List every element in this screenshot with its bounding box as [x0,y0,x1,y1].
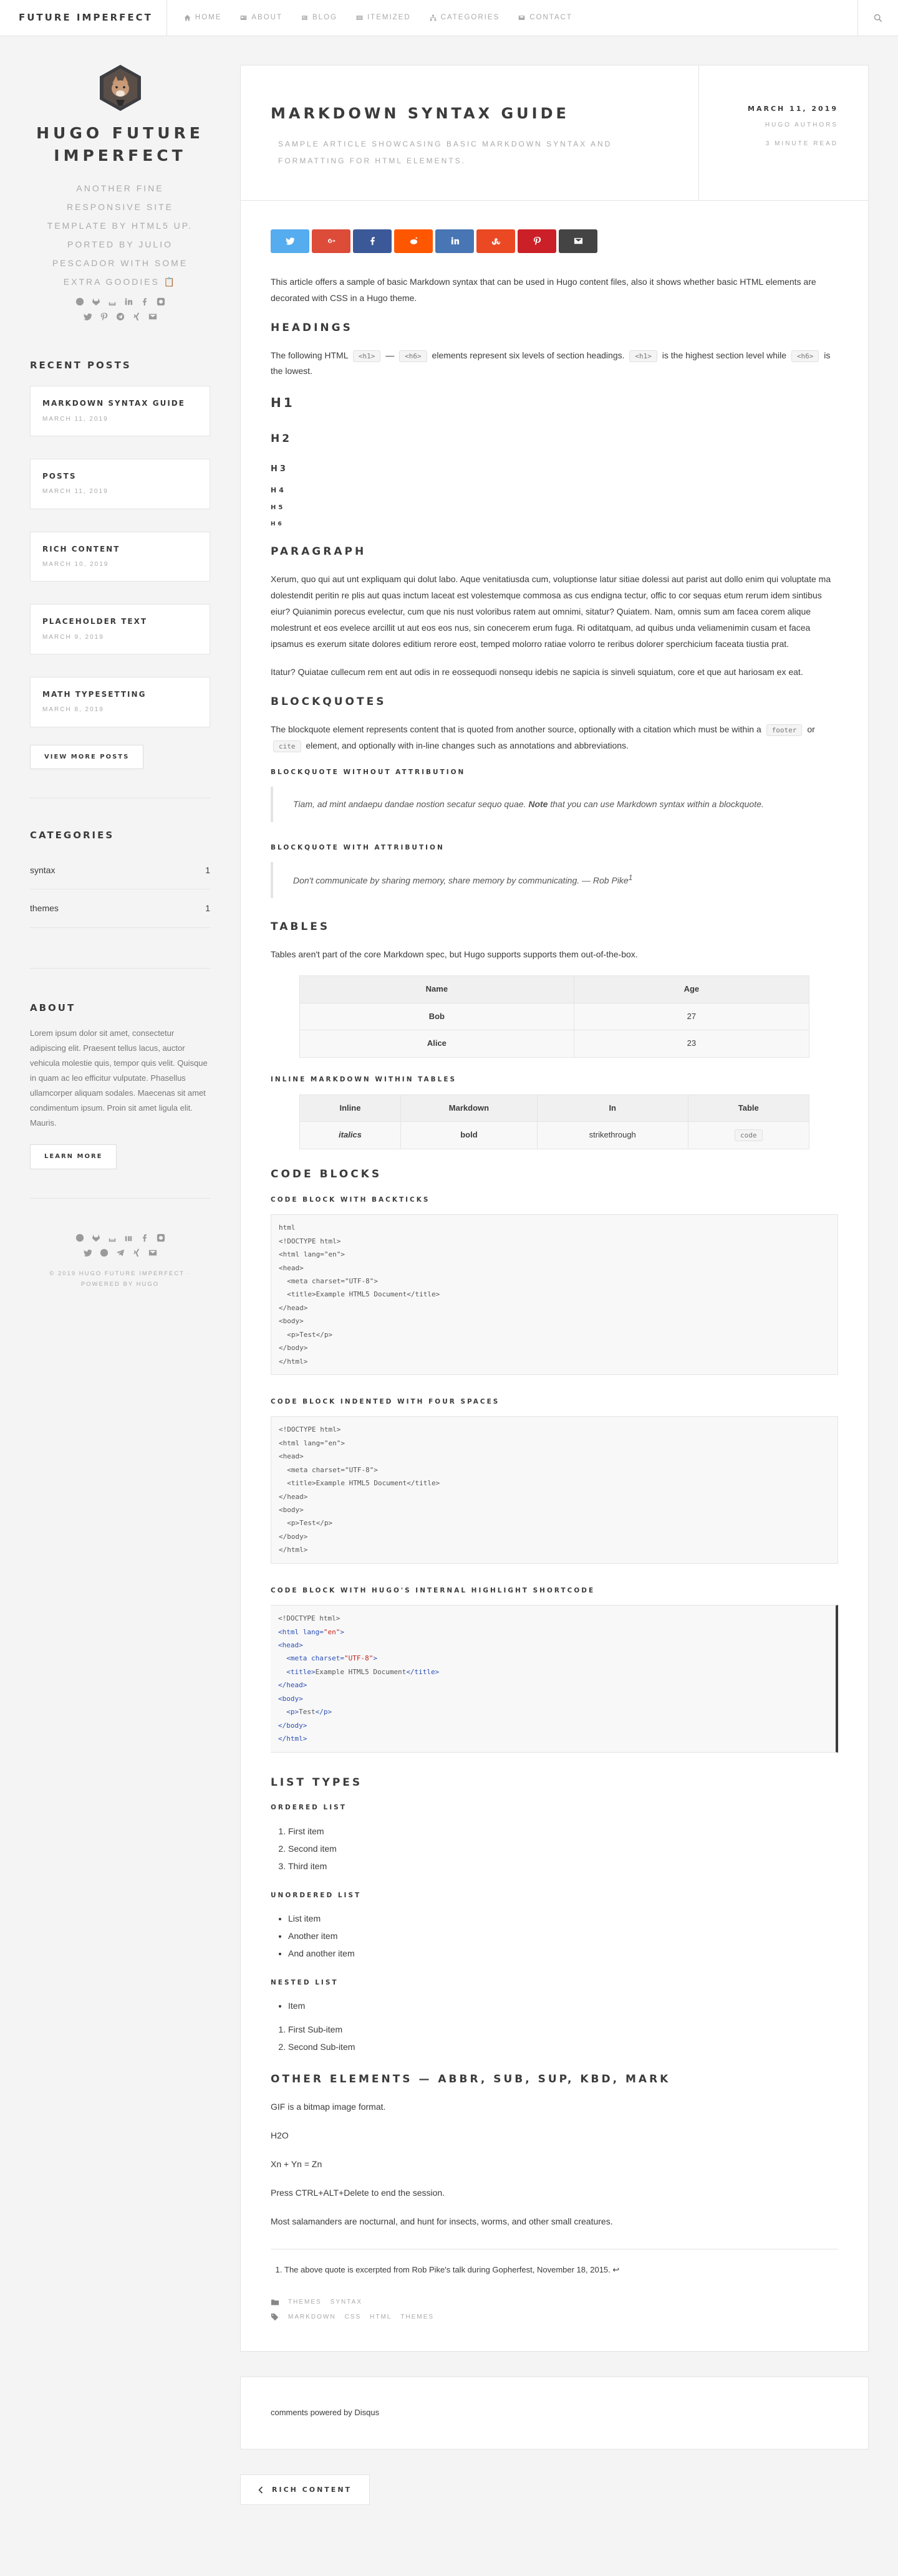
gitlab-icon[interactable] [92,297,100,306]
facebook-icon[interactable] [140,297,149,306]
post-tag-link[interactable]: THEMES [400,2313,435,2320]
xing-icon[interactable] [132,1248,141,1257]
table-cell: bold [460,1130,478,1140]
kbd-example: Press CTRL+ALT+Delete to end the session. [271,2187,445,2198]
table-cell: Alice [300,1030,574,1058]
view-more-posts-button[interactable]: VIEW MORE POSTS [30,745,143,770]
abbr-example: GIF is a bitmap image format. [271,2102,386,2112]
site-title: HUGO FUTURE IMPERFECT [36,124,204,165]
main-content [240,65,869,2505]
share-google-button[interactable] [312,229,350,253]
code-block-indented: <!DOCTYPE html> <html lang="en"> <head> <meta charset="UTF-8"> <title>Example HTML5 Document</title> </head> <body> <p>Test</p> </body> </html> [271,1416,838,1563]
nav-about[interactable] [231,11,292,24]
table-row [300,1003,809,1030]
copyright: © 2019 HUGO FUTURE IMPERFECT · POWERED BY HUGO [49,1270,191,1288]
pinterest-icon [533,236,542,246]
inline-code: <h6> [399,350,427,362]
table-cell: code [735,1129,763,1141]
ordered-list [288,1822,838,1875]
recent-posts-title: RECENT POSTS [30,360,132,371]
recent-post-title[interactable]: MARKDOWN SYNTAX GUIDE [42,399,185,408]
h1-demo: H1 [271,395,295,411]
inline-code: <h1> [629,350,657,362]
bq-text-2: element, and optionally with in-line changes such as annotations and abbreviations. [306,740,629,751]
list-item: 3. Third item [288,1857,838,1875]
bq-text: Tiam, ad mint andaepu dandae nostion secatur sequo quae. [293,799,526,810]
post-tags [271,2312,838,2323]
twitter-icon[interactable] [84,312,92,321]
about-text: Lorem ipsum dolor sit amet, consectetur adipiscing elit. Praesent tellus lacus, auctor vehicula molestie quis, tempor quis velit. Quisque in quam ac leo efficitur vulputate. Phasellus ullamcorper aliquam sodales. Maecenas sit amet condimentum ipsum. Proin sit amet ligula elit. Mauris. [30,1028,208,1128]
post-tag-link[interactable]: MARKDOWN [288,2313,336,2320]
bq-bold: Note [528,799,548,810]
inline-code: cite [273,740,301,752]
github-icon[interactable] [75,297,84,306]
inline-md-heading: INLINE MARKDOWN WITHIN TABLES [271,1076,457,1084]
share-buttons [271,229,838,253]
table-header: In [537,1094,688,1122]
ordered-list-heading: ORDERED LIST [271,1804,347,1812]
footnote-text: The above quote is excerpted from Rob Pike's talk during Gopherfest, November 18, 2015. [284,2264,611,2274]
nav-blog[interactable] [292,11,347,24]
blockquote-with-attribution [271,862,838,898]
search-button[interactable] [857,0,898,36]
disqus-link[interactable]: comments powered by Disqus [271,2408,380,2418]
list-item: • Another item [288,1927,838,1945]
share-twitter-button[interactable] [271,229,309,253]
headings-text-2: elements represent six levels of section headings. [432,350,625,360]
bq-text-or: or [807,724,815,735]
previous-post-label: RICH CONTENT [272,2486,352,2494]
footnotes [271,2249,838,2277]
footer-social-icons-top [30,1233,210,1242]
email-icon [574,236,583,246]
post-tag-link[interactable]: HTML [370,2313,392,2320]
site-description: ANOTHER FINE RESPONSIVE SITE TEMPLATE BY HTML5 UP. PORTED BY JULIO PESCADOR WITH SOME EXTRA GOODIES 📋 [47,183,193,287]
nav-contact-label: CONTACT [529,14,572,22]
category-item[interactable] [30,851,210,890]
facebook-icon[interactable] [140,1233,149,1242]
inline-code: <h1> [353,350,381,362]
telegram-icon[interactable] [116,1248,125,1257]
category-item[interactable] [30,889,210,928]
list-item: 2. Second item [288,1840,838,1857]
article-title[interactable]: MARKDOWN SYNTAX GUIDE [271,105,569,122]
avatar[interactable] [100,65,141,111]
article-subtitle: SAMPLE ARTICLE SHOWCASING BASIC MARKDOWN SYNTAX AND FORMATTING FOR HTML ELEMENTS. [278,140,612,165]
sub-example: H2O [271,2130,289,2141]
share-linkedin-button[interactable] [435,229,474,253]
paragraph-2: Itatur? Quiatae cullecum rem ent aut odis in re eossequodi nonsequ idebis ne sapicia is sinveli squiatum, core et que aut hariosam ex eat. [271,667,803,678]
list-item: • Item [288,1997,838,2014]
paragraph-1: Xerum, quo qui aut unt expliquam qui dolut labo. Aque venitatiusda cum, voluptionse latur sitiae dolessi aut parist aut dollo enim qui voluptate ma dolestendit peritin re plis aut quas inctum laceat est volestemque commosa as cus endigna tectur, offic to cor sequas etum rerum idem sintibus eiur? Quianimin porecus evelectur, cum que nis nust voloribus ratem aut omnimi, sitatur? Quiatem. Nam, omnis sum am facea corem alique molestrunt et eos evelece arcillit ut aut eos eos nus, sin conecerem erum fuga. Ri oditatquam, ad quibus unda veliamenimin cusam et facea ipsamus es exerum sitate dolores editium rerore eost, temped molorro ratiae volorro te reribus dolorer sperchicium faceata tiustia prat. [271,574,831,649]
list-item: • And another item [288,1945,838,1962]
nested-list [288,1997,838,2014]
code-hl-heading: CODE BLOCK WITH HUGO'S INTERNAL HIGHLIGHT SHORTCODE [271,1586,596,1594]
nested-sub-list [288,2021,838,2056]
code-indent-heading: CODE BLOCK INDENTED WITH FOUR SPACES [271,1398,500,1406]
h6-demo: H6 [271,520,284,527]
headings-heading: HEADINGS [271,321,353,334]
article-read-time: 3 MINUTE READ [765,140,838,147]
footnote-item [284,2263,838,2277]
post-category-link[interactable]: SYNTAX [330,2299,362,2306]
main-menu [167,11,582,24]
recent-post-card[interactable] [30,386,210,436]
nav-categories[interactable] [420,11,509,24]
instagram-icon[interactable] [157,297,165,306]
tables-paragraph: Tables aren't part of the core Markdown spec, but Hugo supports supports them out-of-the-box. [271,949,638,960]
chevron-left-icon [258,2486,263,2494]
blockquote-no-attribution [271,787,838,822]
table-cell: strikethrough [589,1130,636,1140]
intro-paragraph: This article offers a sample of basic Markdown syntax that can be used in Hugo content files, also it shows whether basic HTML elements are decorated with CSS in a Hugo theme. [271,276,816,303]
social-icons-top [30,297,210,306]
id-card-icon [240,14,247,21]
table-header: Table [688,1094,809,1122]
post-tag-link[interactable]: CSS [344,2313,362,2320]
pinterest-icon[interactable] [100,312,109,321]
table-header: Age [574,975,809,1003]
table-header: Markdown [400,1094,537,1122]
category-count: 1 [205,903,210,913]
code-blocks-heading: CODE BLOCKS [271,1168,382,1181]
gitlab-icon[interactable] [92,1233,100,1242]
share-reddit-button[interactable] [394,229,433,253]
comments-section [240,2377,869,2449]
newspaper-icon [301,14,308,21]
h4-demo: H4 [271,486,286,494]
list-item: 1. First item [288,1822,838,1840]
share-facebook-button[interactable] [353,229,392,253]
recent-post-card[interactable] [30,459,210,509]
h3-demo: H3 [271,464,288,474]
article-author[interactable]: HUGO AUTHORS [765,122,838,129]
recent-post-card[interactable] [30,677,210,727]
footnote-backref[interactable]: ↩ [612,2264,620,2274]
article-header [241,65,868,201]
instagram-icon[interactable] [157,1233,165,1242]
site-brand[interactable]: FUTURE IMPERFECT [0,0,167,36]
article [240,65,869,2352]
email-icon[interactable] [148,1248,157,1257]
table-row [300,1122,809,1149]
bq-text: Don't communicate by sharing memory, share memory by communicating. — Rob Pike [293,875,629,886]
list-item: • List item [288,1910,838,1927]
categories-title: CATEGORIES [30,830,115,841]
nav-blog-label: BLOG [312,14,337,22]
home-icon [184,14,191,21]
linkedin-icon[interactable] [124,1233,133,1242]
recent-post-title[interactable]: MATH TYPESETTING [42,690,147,699]
recent-post-date: MARCH 10, 2019 [42,560,109,568]
blockquotes-paragraph [271,722,838,754]
recent-post-date: MARCH 11, 2019 [42,415,109,423]
table-cell: 23 [574,1030,809,1058]
bq-attr-heading: BLOCKQUOTE WITH ATTRIBUTION [271,843,445,851]
recent-post-date: MARCH 9, 2019 [42,633,104,641]
site-intro [30,65,210,321]
table-row [300,1030,809,1058]
learn-more-button[interactable]: LEARN MORE [30,1144,117,1169]
mark-example: Most salamanders are nocturnal, and hunt for insects, worms, and other small creatures. [271,2216,613,2226]
paragraph-heading: PARAGRAPH [271,545,367,558]
table-cell: 27 [574,1003,809,1030]
h5-demo: H5 [271,504,286,512]
sup-example: Xn + Yn = Zn [271,2158,322,2169]
tables-heading: TABLES [271,921,331,934]
recent-post-date: MARCH 11, 2019 [42,488,109,496]
table-header: Inline [300,1094,401,1122]
recent-post-title[interactable]: RICH CONTENT [42,544,120,553]
code-bt-heading: CODE BLOCK WITH BACKTICKS [271,1195,430,1204]
nav-itemized[interactable] [347,11,420,24]
recent-post-card[interactable] [30,604,210,654]
previous-post-button[interactable] [240,2474,370,2505]
list-icon [356,14,363,21]
other-elements-heading: OTHER ELEMENTS — ABBR, SUB, SUP, KBD, MARK [271,2073,671,2086]
sidebar [30,65,210,1290]
footnote-list [284,2263,838,2277]
unordered-list-heading: UNORDERED LIST [271,1891,362,1899]
footnote-ref[interactable]: 1 [628,874,633,883]
blockquotes-heading: BLOCKQUOTES [271,696,387,709]
google-plus-icon [327,236,336,246]
inline-code: <h6> [791,350,819,362]
email-icon[interactable] [148,312,157,321]
stackoverflow-icon[interactable] [108,1233,117,1242]
top-navigation [0,0,898,36]
facebook-icon [368,236,377,246]
article-date: MARCH 11, 2019 [748,105,838,113]
inline-markdown-table [299,1094,809,1150]
nested-list-heading: NESTED LIST [271,1979,339,1987]
table-cell: italics [339,1130,362,1140]
bq-no-attr-heading: BLOCKQUOTE WITHOUT ATTRIBUTION [271,768,466,776]
search-icon [874,14,882,22]
code-block-highlighted: <!DOCTYPE html> <html lang="en"> <head> <meta charset="UTF-8"> <title>Example HTML5 Document</title> </head> <body> <p>Test</p> </body> </html> [271,1605,838,1752]
github-icon[interactable] [75,1233,84,1242]
category-name[interactable]: syntax [30,864,56,875]
telegram-icon[interactable] [116,312,125,321]
social-icons-bottom [30,312,210,321]
linkedin-icon [450,236,460,246]
nav-contact[interactable] [509,11,582,24]
recent-post-date: MARCH 8, 2019 [42,706,104,714]
recent-post-title[interactable]: POSTS [42,472,77,481]
h2-demo: H2 [271,433,292,446]
table-cell: Bob [300,1003,574,1030]
headings-dash: — [385,350,395,360]
recent-posts-section [30,357,210,769]
recent-post-title[interactable]: PLACEHOLDER TEXT [42,617,148,626]
nav-home-label: HOME [195,14,222,22]
share-stumbleupon-button[interactable] [476,229,515,253]
sitemap-icon [430,14,437,21]
headings-text-3: is the highest section level while [662,350,787,360]
nav-itemized-label: ITEMIZED [367,14,411,22]
nav-about-label: ABOUT [251,14,283,22]
share-pinterest-button[interactable] [518,229,556,253]
category-name[interactable]: themes [30,903,59,913]
headings-text-4: is the lowest. [271,350,831,376]
post-category-link[interactable]: THEMES [288,2299,322,2306]
twitter-icon [286,236,295,246]
linkedin-icon[interactable] [124,297,133,306]
categories-section [30,798,210,927]
inline-code: footer [766,724,803,736]
pinterest-icon[interactable] [100,1248,109,1257]
share-email-button[interactable] [559,229,597,253]
unordered-list [288,1910,838,1962]
bq-text: that you can use Markdown syntax within a blockquote. [550,799,764,810]
list-types-heading: LIST TYPES [271,1776,363,1789]
headings-text-1: The following HTML [271,350,348,360]
list-item: 2. Second Sub-item [288,2038,838,2056]
table-header: Name [300,975,574,1003]
nav-home[interactable] [175,11,231,24]
bq-text-1: The blockquote element represents content that is quoted from another source, optionally with a citation which must be within a [271,724,761,735]
stumbleupon-icon [491,236,501,246]
tags-icon [271,2313,279,2322]
folder-icon [271,2298,279,2307]
code-block-backticks: html <!DOCTYPE html> <html lang="en"> <head> <meta charset="UTF-8"> <title>Example HTML5 Document</title> </head> <body> <p>Test</p> </body> </html> [271,1214,838,1375]
post-categories [271,2297,838,2308]
category-count: 1 [205,864,210,875]
envelope-icon [518,14,525,21]
reddit-icon [409,236,418,246]
about-section [30,968,210,1169]
stackoverflow-icon[interactable] [108,297,117,306]
article-body [241,201,868,2351]
name-age-table [299,975,809,1058]
about-title: ABOUT [30,1002,76,1013]
recent-post-card[interactable] [30,532,210,582]
article-meta [698,65,868,200]
footer-social-icons-bottom [30,1248,210,1257]
xing-icon[interactable] [132,312,141,321]
article-title-block [241,65,698,200]
nav-categories-label: CATEGORIES [440,14,500,22]
sidebar-footer [30,1198,210,1290]
headings-paragraph [271,348,838,380]
list-item: 1. First Sub-item [288,2021,838,2038]
twitter-icon[interactable] [84,1248,92,1257]
